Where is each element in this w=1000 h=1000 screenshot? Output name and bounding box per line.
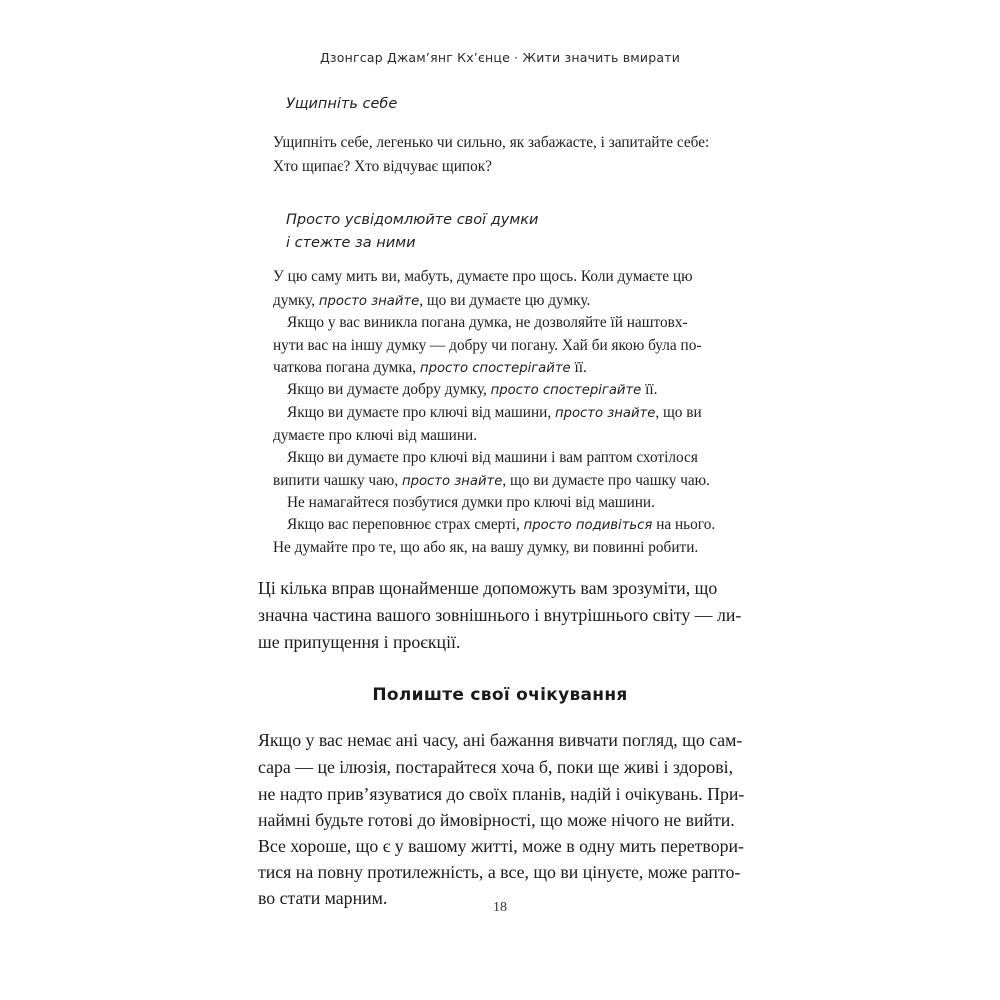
exercise-title-thoughts: Просто усвідомлюйте свої думки (286, 212, 539, 228)
emphasis: просто подивіться (523, 518, 653, 533)
body-text-line: Все хороше, що є у вашому житті, може в одну мить перетвори- (258, 836, 744, 856)
emphasis: просто знайте (555, 406, 656, 421)
emphasis: просто знайте (402, 474, 503, 489)
body-text-line: ше припущення і проєкції. (258, 632, 461, 652)
body-text-line: во стати марним. (258, 888, 388, 908)
page-number: 18 (493, 900, 507, 915)
exercise-text-line: випити чашку чаю, просто знайте, що ви думаєте про чашку чаю. (273, 472, 710, 489)
exercise-text-line: Хто щипає? Хто відчуває щипок? (273, 158, 492, 175)
body-text-line: Ці кілька вправ щонайменше допоможуть вам зрозуміти, що (258, 578, 718, 598)
emphasis: просто знайте (318, 294, 420, 309)
exercise-text-line: думку, просто знайте, що ви думаєте цю думку. (273, 292, 591, 309)
body-text-line: значна частина вашого зовнішнього і внутрішнього світу — ли- (258, 605, 742, 625)
exercise-title-pinch: Ущипніть себе (286, 96, 398, 112)
body-text-line: тися на повну протилежність, а все, що ви цінуєте, може рапто- (258, 862, 741, 882)
exercise-text-line: Якщо ви думаєте про ключі від машини, просто знайте, що ви (287, 404, 702, 421)
exercise-text-line: чаткова погана думка, просто спостерігайте її. (273, 359, 587, 376)
exercise-text-line: нути вас на іншу думку — добру чи погану. Хай би якою була по- (273, 337, 702, 354)
exercise-text-line: Якщо у вас виникла погана думка, не дозволяйте їй наштовх- (287, 314, 688, 331)
body-text-line: не надто прив’язуватися до своїх планів, надій і очікувань. При- (258, 784, 745, 804)
exercise-text-line: Ущипніть себе, легенько чи сильно, як забажасте, і запитайте себе: (273, 134, 710, 151)
exercise-text-line: Якщо ви думаєте про ключі від машини і вам раптом схотілося (287, 449, 698, 466)
section-heading: Полиште свої очікування (372, 685, 628, 705)
body-text-line: сара — це ілюзія, постарайтеся хоча б, поки ще живі і здорові, (258, 757, 734, 777)
running-header: Дзонгсар Джам’янг Кх’єнце · Жити значить вмирати (319, 50, 681, 65)
exercise-text-line: Якщо ви думаєте добру думку, просто спостерігайте її. (287, 381, 658, 398)
body-text-line: наймні будьте готові до ймовірності, що може нічого не вийти. (258, 810, 735, 830)
exercise-text-line: Не думайте про те, що або як, на вашу думку, ви повинні робити. (273, 539, 699, 556)
exercise-text-line: У цю саму мить ви, мабуть, думаєте про щось. Коли думаєте цю (273, 268, 693, 285)
body-text-line: Якщо у вас немає ані часу, ані бажання вивчати погляд, що сам- (258, 730, 743, 750)
emphasis: просто спостерігайте (419, 361, 571, 376)
exercise-text-line: Не намагайтеся позбутися думки про ключі від машини. (287, 494, 655, 511)
exercise-text-line: Якщо вас переповнює страх смерті, просто подивіться на нього. (287, 516, 716, 533)
emphasis: просто спостерігайте (490, 383, 642, 398)
exercise-text-line: думаєте про ключі від машини. (273, 427, 478, 444)
exercise-title-thoughts-cont: і стежте за ними (286, 235, 416, 251)
